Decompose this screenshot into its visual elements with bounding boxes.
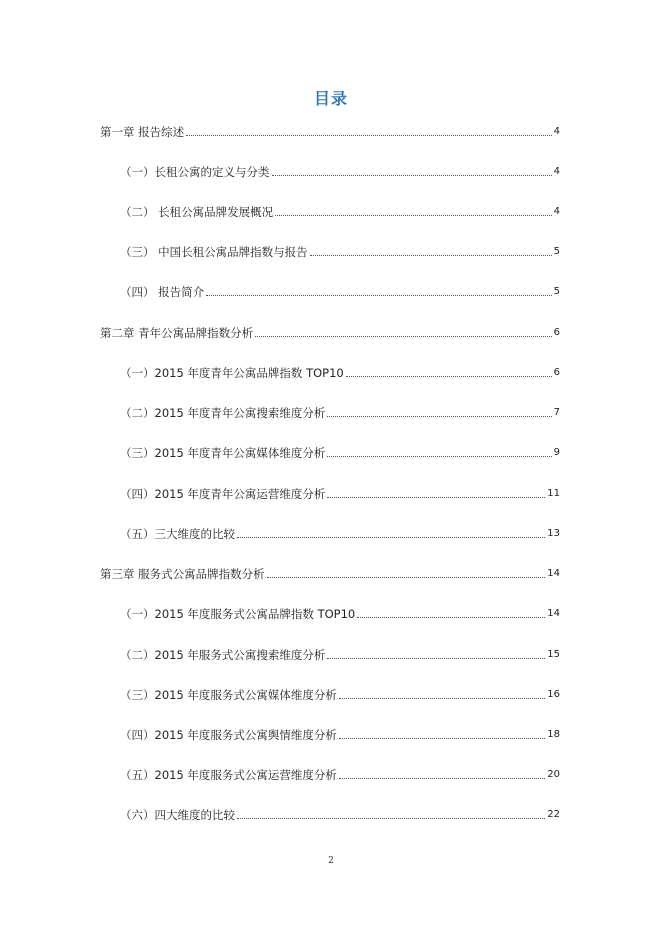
toc-leader-dots bbox=[186, 135, 551, 136]
toc-entry-page: 6 bbox=[553, 327, 560, 338]
toc-leader-dots bbox=[310, 255, 552, 256]
toc-entry[interactable] bbox=[120, 405, 560, 421]
toc-entry[interactable] bbox=[120, 244, 560, 260]
toc-entry[interactable] bbox=[120, 606, 560, 622]
toc-entry-page: 11 bbox=[547, 488, 560, 499]
toc-entry-page: 20 bbox=[547, 769, 560, 780]
toc-entry-page: 5 bbox=[553, 246, 560, 257]
toc-entry[interactable] bbox=[100, 124, 560, 140]
toc-leader-dots bbox=[275, 215, 551, 216]
toc-entry-page: 6 bbox=[553, 367, 560, 378]
toc-entry-page: 16 bbox=[547, 689, 560, 700]
toc-entry-label: （五）2015 年度服务式公寓运营维度分析 bbox=[120, 768, 337, 782]
toc-leader-dots bbox=[339, 778, 545, 779]
toc-entry-page: 4 bbox=[553, 206, 560, 217]
toc-entry-page: 15 bbox=[547, 649, 560, 660]
toc-leader-dots bbox=[272, 175, 552, 176]
toc-leader-dots bbox=[339, 738, 545, 739]
toc-leader-dots bbox=[206, 295, 551, 296]
toc-entry-page: 22 bbox=[547, 809, 560, 820]
toc-entry-page: 14 bbox=[547, 568, 560, 579]
toc-entry-label: （六）四大维度的比较 bbox=[120, 808, 235, 822]
toc-entry[interactable] bbox=[120, 445, 560, 461]
toc-entry-page: 14 bbox=[547, 608, 560, 619]
toc-entry-label: （四） 报告简介 bbox=[120, 285, 205, 299]
toc-entry-label: （四）2015 年度青年公寓运营维度分析 bbox=[120, 487, 326, 501]
toc-entry-label: （一）2015 年度青年公寓品牌指数 TOP10 bbox=[120, 366, 344, 380]
toc-leader-dots bbox=[327, 416, 551, 417]
toc-entry-page: 4 bbox=[553, 126, 560, 137]
toc-entry[interactable] bbox=[120, 727, 560, 743]
toc-entry-page: 13 bbox=[547, 528, 560, 539]
toc-entry-label: （三）2015 年度青年公寓媒体维度分析 bbox=[120, 446, 326, 460]
toc-leader-dots bbox=[237, 537, 545, 538]
page-number: 2 bbox=[328, 856, 334, 866]
toc-leader-dots bbox=[346, 376, 552, 377]
toc-leader-dots bbox=[327, 497, 545, 498]
toc-entry[interactable] bbox=[120, 365, 560, 381]
toc-entry-label: （三）2015 年度服务式公寓媒体维度分析 bbox=[120, 688, 337, 702]
toc-entry-label: 第三章 服务式公寓品牌指数分析 bbox=[100, 567, 265, 581]
toc-leader-dots bbox=[339, 698, 545, 699]
toc-entry-page: 9 bbox=[553, 447, 560, 458]
toc-entry-label: （五）三大维度的比较 bbox=[120, 527, 235, 541]
toc-leader-dots bbox=[327, 658, 545, 659]
toc-entry[interactable] bbox=[120, 284, 560, 300]
toc-entry-page: 4 bbox=[553, 166, 560, 177]
toc-entry[interactable] bbox=[100, 566, 560, 582]
toc-entry[interactable] bbox=[120, 204, 560, 220]
toc-entry[interactable] bbox=[120, 526, 560, 542]
toc-entry[interactable] bbox=[100, 325, 560, 341]
toc-title: 目录 bbox=[313, 89, 348, 108]
toc-entry[interactable] bbox=[120, 767, 560, 783]
toc-leader-dots bbox=[255, 336, 551, 337]
toc-leader-dots bbox=[357, 617, 545, 618]
toc-leader-dots bbox=[327, 456, 551, 457]
toc-entry-page: 7 bbox=[553, 407, 560, 418]
toc-entry[interactable] bbox=[120, 687, 560, 703]
toc-entry[interactable] bbox=[120, 164, 560, 180]
toc-entry[interactable] bbox=[120, 807, 560, 823]
toc-leader-dots bbox=[267, 577, 546, 578]
toc-entry-label: （二）2015 年服务式公寓搜索维度分析 bbox=[120, 648, 326, 662]
toc-entry[interactable] bbox=[120, 486, 560, 502]
toc-entry-label: 第一章 报告综述 bbox=[100, 125, 185, 139]
toc-entry-label: （一）长租公寓的定义与分类 bbox=[120, 165, 270, 179]
toc-entry-label: （一）2015 年度服务式公寓品牌指数 TOP10 bbox=[120, 607, 356, 621]
toc-entry-page: 18 bbox=[547, 729, 560, 740]
toc-entry[interactable] bbox=[120, 647, 560, 663]
toc-entry-label: 第二章 青年公寓品牌指数分析 bbox=[100, 326, 254, 340]
toc-leader-dots bbox=[237, 818, 545, 819]
toc-entry-label: （二） 长租公寓品牌发展概况 bbox=[120, 205, 274, 219]
toc-entry-label: （四）2015 年度服务式公寓舆情维度分析 bbox=[120, 728, 337, 742]
toc-entry-page: 5 bbox=[553, 286, 560, 297]
toc-entry-label: （二）2015 年度青年公寓搜索维度分析 bbox=[120, 406, 326, 420]
toc-entry-label: （三） 中国长租公寓品牌指数与报告 bbox=[120, 245, 308, 259]
